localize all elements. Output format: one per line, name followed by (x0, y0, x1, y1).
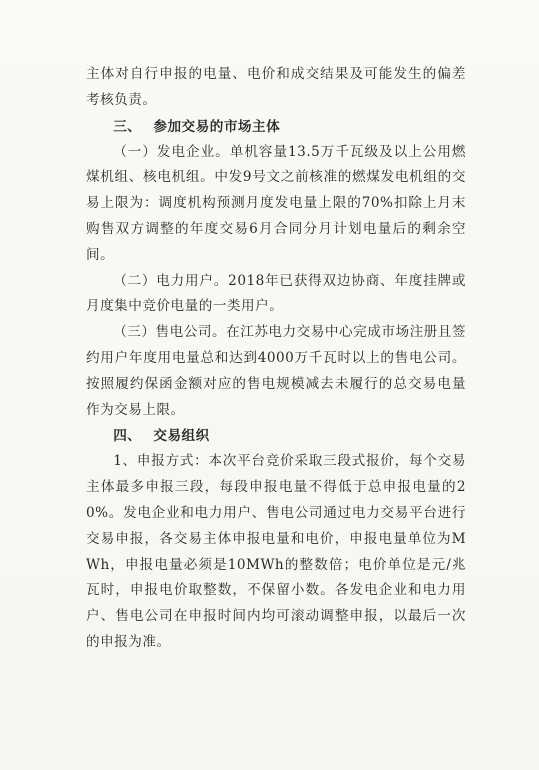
paragraph-power-users: （二）电力用户。2018年已获得双边协商、年度挂牌或月度集中竞价电量的一类用户。 (86, 272, 466, 315)
section-heading-4 (86, 423, 466, 449)
paragraph-retail-companies: （三）售电公司。在江苏电力交易中心完成市场注册且签约用户年度用电量总和达到4000万千瓦时以上的售电公司。按照履约保函金额对应的售电规模减去未履行的总交易电量作为交易上限。 (86, 324, 466, 418)
section-number: 四、 (113, 428, 142, 445)
section-title: 交易组织 (153, 428, 210, 445)
paragraph-declaration-method: 1、申报方式：本次平台竞价采取三段式报价，每个交易主体最多申报三段，每段申报电量不得低于总申报电量的20%。发电企业和电力用户、售电公司通过电力交易平台进行交易申报，各交易主体申报电量和电价，申报电量单位为MWh，申报电量必须是10MWh的整数倍；电价单位是元/兆瓦时，申报电价取整数，不保留小数。各发电企业和电力用户、售电公司在申报时间内均可滚动调整申报，以最后一次的申报为准。 (86, 453, 466, 650)
paragraph-power-generation: （一）发电企业。单机容量13.5万千瓦级及以上公用燃煤机组、核电机组。中发9号文之前核准的燃煤发电机组的交易上限为：调度机构预测月度发电量上限的70%扣除上月末购售双方调整的年度交易6月合同分月计划电量后的剩余空间。 (86, 143, 466, 263)
section-title: 参加交易的市场主体 (153, 118, 281, 135)
section-heading-3 (86, 114, 466, 140)
section-number: 三、 (113, 118, 142, 135)
document-body (86, 62, 466, 656)
paragraph-continuation: 主体对自行申报的电量、电价和成交结果及可能发生的偏差考核负责。 (86, 66, 466, 108)
